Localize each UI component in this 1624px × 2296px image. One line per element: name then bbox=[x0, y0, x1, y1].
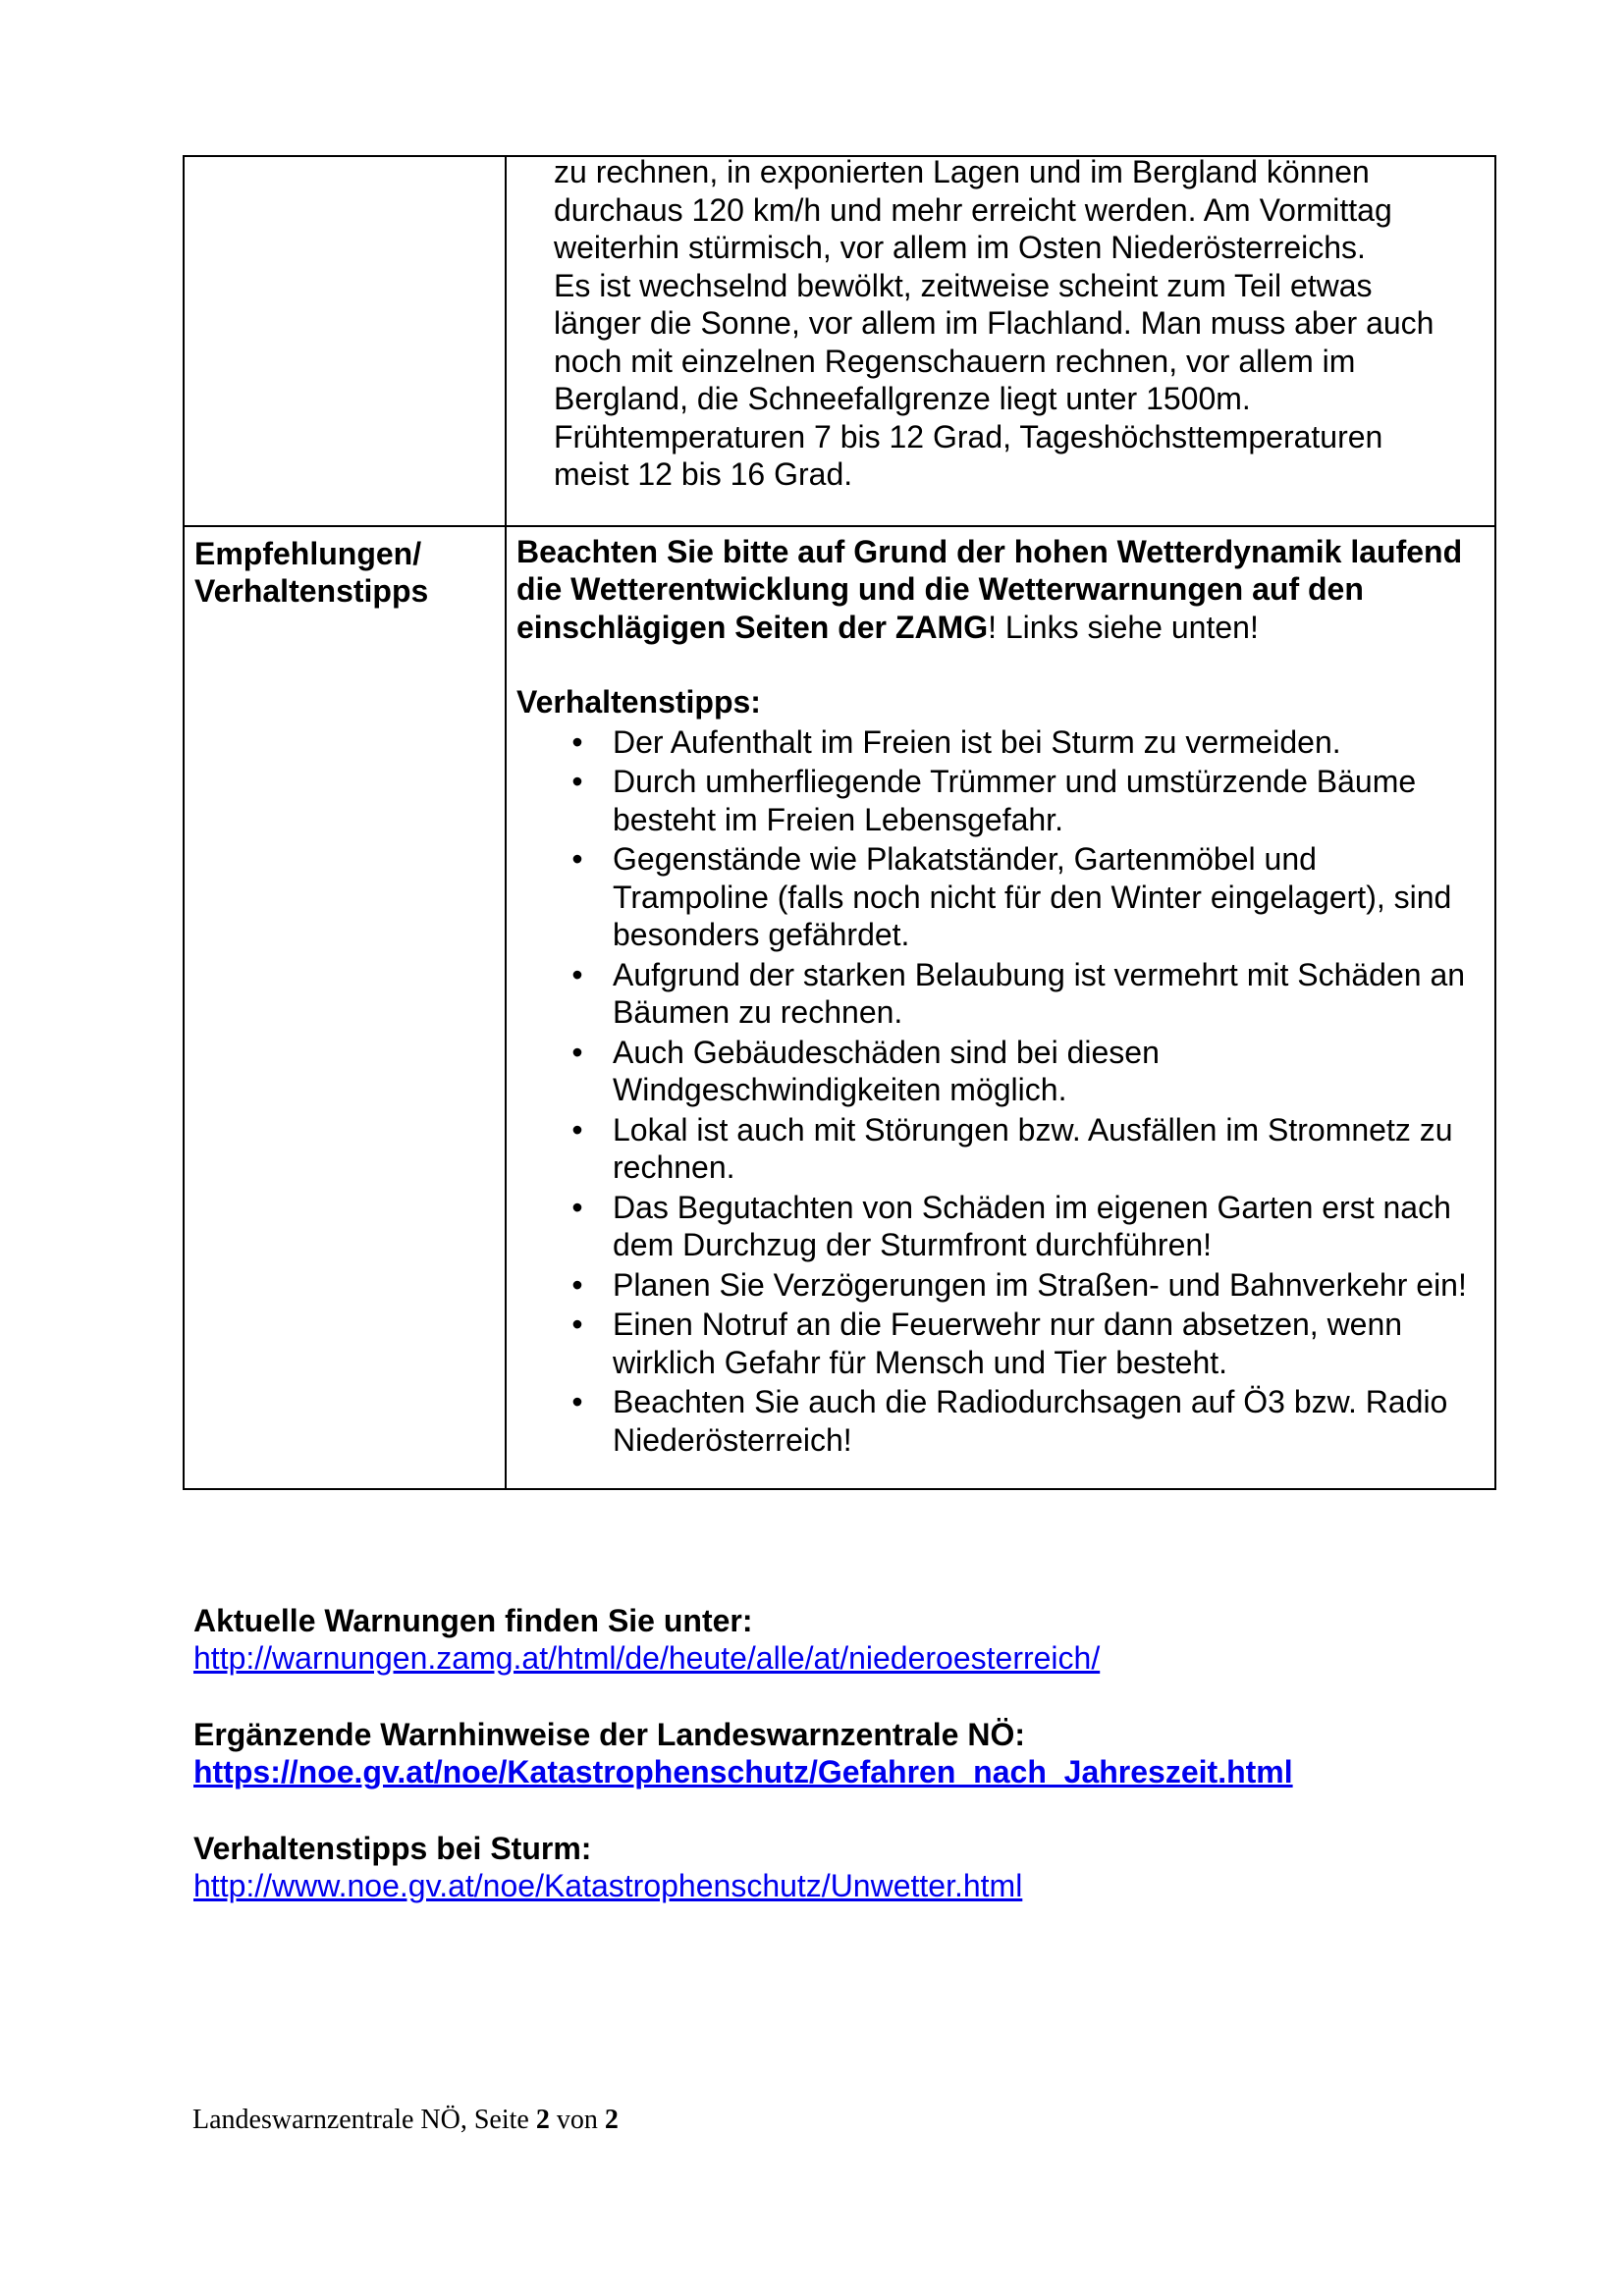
forecast-line: Es ist wechselnd bewölkt, zeitweise scheint zum Teil etwas bbox=[554, 267, 1373, 303]
recommendation-intro bbox=[516, 533, 1475, 647]
recommendations-row bbox=[184, 526, 1495, 1490]
warnings-link[interactable]: http://warnungen.zamg.at/html/de/heute/alle/at/niederoesterreich/ bbox=[193, 1640, 1101, 1676]
forecast-line: weiterhin stürmisch, vor allem im Osten Niederösterreichs. bbox=[554, 230, 1366, 265]
tip-item bbox=[516, 840, 1475, 954]
tips-title: Verhaltenstipps: bbox=[516, 684, 761, 720]
recommendation-intro-bold: Beachten Sie bitte auf Grund der hohen Wetterdynamik laufend die Wetterentwicklung und die Wetterwarnungen auf den einschlägigen Seiten der ZAMG bbox=[516, 533, 1463, 645]
bullet-icon: • bbox=[571, 1307, 583, 1342]
tip-text: Auch Gebäudeschäden sind bei diesen Windgeschwindigkeiten möglich. bbox=[613, 1034, 1160, 1107]
forecast-line: noch mit einzelnen Regenschauern rechnen, vor allem im bbox=[554, 343, 1356, 379]
bullet-icon: • bbox=[571, 1034, 583, 1070]
bullet-icon: • bbox=[571, 956, 583, 992]
forecast-line: Bergland, die Schneefallgrenze liegt unter 1500m. bbox=[554, 381, 1251, 416]
forecast-line: durchaus 120 km/h und mehr erreicht werden. Am Vormittag bbox=[554, 191, 1392, 228]
supplement-title: Ergänzende Warnhinweise der Landeswarnzentrale NÖ: bbox=[193, 1717, 1026, 1752]
tip-item bbox=[516, 763, 1475, 838]
tips-list bbox=[516, 723, 1475, 1460]
warnings-link-group bbox=[193, 1602, 1470, 1677]
recommendations-content bbox=[507, 527, 1494, 1489]
tip-text: Aufgrund der starken Belaubung ist vermehrt mit Schäden an Bäumen zu rechnen. bbox=[613, 956, 1466, 1030]
bullet-icon: • bbox=[571, 764, 583, 799]
tip-item bbox=[516, 1266, 1475, 1305]
tip-text: Das Begutachten von Schäden im eigenen Garten erst nach dem Durchzug der Sturmfront durchführen! bbox=[613, 1189, 1451, 1262]
footer-prefix: Landeswarnzentrale NÖ, Seite bbox=[192, 2105, 536, 2135]
tip-text: Einen Notruf an die Feuerwehr nur dann absetzen, wenn wirklich Gefahr für Mensch und Tier besteht. bbox=[613, 1307, 1403, 1380]
forecast-text bbox=[507, 153, 1494, 525]
supplement-link-group bbox=[193, 1716, 1470, 1790]
tip-item bbox=[516, 956, 1475, 1032]
bullet-icon: • bbox=[571, 1111, 583, 1148]
tip-item bbox=[516, 723, 1475, 762]
bullet-icon: • bbox=[571, 1266, 583, 1303]
bullet-icon: • bbox=[571, 1189, 583, 1225]
row-label-line1: Empfehlungen/ bbox=[194, 535, 422, 571]
links-section bbox=[193, 1602, 1470, 1944]
forecast-line: zu rechnen, in exponierten Lagen und im Bergland können bbox=[554, 154, 1370, 189]
bullet-icon: • bbox=[571, 1384, 583, 1419]
storm-link-group bbox=[193, 1830, 1470, 1904]
info-table bbox=[183, 155, 1496, 1490]
forecast-line: meist 12 bis 16 Grad. bbox=[554, 456, 853, 492]
bullet-icon: • bbox=[571, 723, 583, 760]
tip-item bbox=[516, 1034, 1475, 1109]
storm-tips-link[interactable]: http://www.noe.gv.at/noe/Katastrophenschutz/Unwetter.html bbox=[193, 1868, 1023, 1903]
warnings-title: Aktuelle Warnungen finden Sie unter: bbox=[193, 1603, 753, 1638]
tip-text: Lokal ist auch mit Störungen bzw. Ausfällen im Stromnetz zu rechnen. bbox=[613, 1111, 1453, 1185]
tip-text: Planen Sie Verzögerungen im Straßen- und Bahnverkehr ein! bbox=[613, 1266, 1467, 1303]
tip-item bbox=[516, 1189, 1475, 1264]
storm-tips-title: Verhaltenstipps bei Sturm: bbox=[193, 1831, 592, 1866]
page-footer bbox=[192, 2105, 619, 2136]
recommendations-label-cell bbox=[184, 526, 506, 1490]
footer-page-number: 2 bbox=[535, 2105, 550, 2135]
row-label-line2: Verhaltenstipps bbox=[194, 572, 429, 609]
tip-item bbox=[516, 1383, 1475, 1459]
tip-text: Der Aufenthalt im Freien ist bei Sturm zu vermeiden. bbox=[613, 723, 1341, 760]
tip-text: Durch umherfliegende Trümmer und umstürzende Bäume besteht im Freien Lebensgefahr. bbox=[613, 764, 1417, 837]
supplement-link[interactable]: https://noe.gv.at/noe/Katastrophenschutz/Gefahren_nach_Jahreszeit.html bbox=[193, 1754, 1293, 1789]
forecast-row bbox=[184, 156, 1495, 526]
forecast-label-cell bbox=[184, 156, 506, 526]
footer-of: von bbox=[549, 2105, 605, 2135]
forecast-cell bbox=[506, 156, 1495, 526]
tip-text: Beachten Sie auch die Radiodurchsagen auf Ö3 bzw. Radio Niederösterreich! bbox=[613, 1384, 1448, 1458]
tip-text: Gegenstände wie Plakatständer, Gartenmöbel und Trampoline (falls noch nicht für den Winter eingelagert), sind besonders gefährdet. bbox=[613, 841, 1452, 952]
recommendations-cell bbox=[506, 526, 1495, 1490]
tip-item bbox=[516, 1111, 1475, 1187]
footer-page-total: 2 bbox=[604, 2105, 619, 2135]
row-label bbox=[185, 527, 505, 610]
forecast-line: Frühtemperaturen 7 bis 12 Grad, Tageshöchsttemperaturen bbox=[554, 418, 1383, 454]
forecast-line: länger die Sonne, vor allem im Flachland. Man muss aber auch bbox=[554, 305, 1435, 341]
recommendation-intro-tail: ! Links siehe unten! bbox=[988, 609, 1259, 645]
bullet-icon: • bbox=[571, 841, 583, 877]
tip-item bbox=[516, 1306, 1475, 1381]
